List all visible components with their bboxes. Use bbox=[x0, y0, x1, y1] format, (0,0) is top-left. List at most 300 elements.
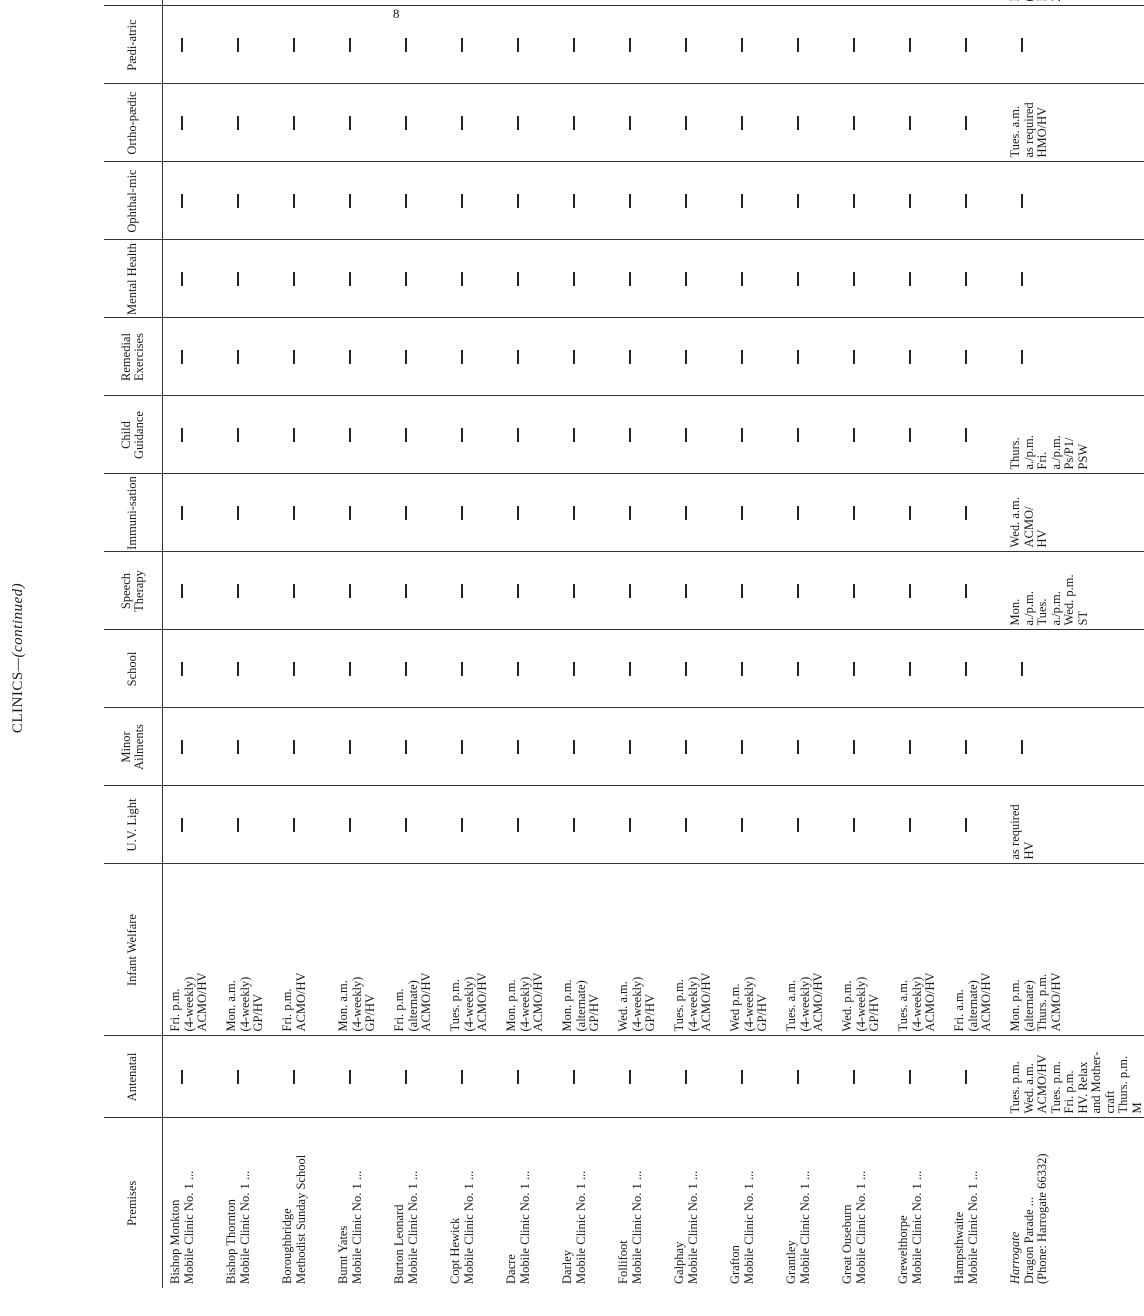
empty-cell-dash bbox=[891, 1036, 947, 1118]
table-title bbox=[10, 0, 27, 1316]
empty-cell-dash bbox=[723, 6, 779, 84]
empty-cell-dash bbox=[275, 786, 331, 864]
empty-cell-dash bbox=[555, 0, 611, 6]
dash-mark bbox=[293, 272, 295, 286]
dash-mark bbox=[685, 740, 687, 754]
empty-cell-dash bbox=[443, 240, 499, 318]
empty-cell-dash bbox=[275, 552, 331, 630]
premises-text: Great Ouseburn Mobile Clinic No. 1 ... bbox=[840, 1170, 868, 1284]
empty-cell-dash bbox=[499, 708, 555, 786]
premises-cell bbox=[331, 1118, 387, 1288]
empty-cell-dash bbox=[667, 708, 723, 786]
header-row bbox=[104, 0, 163, 1288]
premises-cell bbox=[947, 1118, 1003, 1288]
table-body bbox=[163, 0, 1144, 1288]
dash-mark bbox=[741, 1070, 743, 1084]
empty-cell-dash bbox=[891, 552, 947, 630]
dash-mark bbox=[909, 38, 911, 52]
column-header: Speech Therapy bbox=[104, 552, 163, 630]
dash-mark bbox=[965, 740, 967, 754]
dash-mark bbox=[909, 662, 911, 676]
dash-mark bbox=[853, 272, 855, 286]
premises-cell bbox=[163, 1118, 220, 1288]
dash-mark bbox=[853, 1070, 855, 1084]
empty-cell-dash bbox=[387, 552, 443, 630]
empty-cell-dash bbox=[667, 630, 723, 708]
column-header: Premises bbox=[104, 1118, 163, 1288]
dash-mark bbox=[909, 116, 911, 130]
empty-cell-dash bbox=[779, 318, 835, 396]
dash-mark bbox=[853, 116, 855, 130]
empty-cell-dash bbox=[499, 1036, 555, 1118]
empty-cell-dash bbox=[163, 240, 220, 318]
empty-cell-dash bbox=[779, 240, 835, 318]
dash-mark bbox=[909, 818, 911, 832]
premises-text: Grewelthorpe Mobile Clinic No. 1 ... bbox=[896, 1170, 924, 1284]
column-header: Minor Ailments bbox=[104, 708, 163, 786]
dash-mark bbox=[741, 740, 743, 754]
empty-cell-dash bbox=[387, 6, 443, 84]
empty-cell-dash bbox=[499, 630, 555, 708]
dash-mark bbox=[181, 428, 183, 442]
dash-mark bbox=[237, 428, 239, 442]
premises-place: Harrogate bbox=[1008, 1231, 1022, 1284]
empty-cell-dash bbox=[275, 474, 331, 552]
empty-cell-dash bbox=[835, 240, 891, 318]
dash-mark bbox=[965, 194, 967, 208]
dash-mark bbox=[1021, 740, 1023, 754]
premises-cell bbox=[275, 1118, 331, 1288]
empty-cell-dash bbox=[723, 162, 779, 240]
infant-welfare-cell: Wed. p.m. (4-weekly) GP/HV bbox=[835, 864, 891, 1036]
dash-mark bbox=[965, 506, 967, 520]
empty-cell-dash bbox=[387, 708, 443, 786]
empty-cell-dash bbox=[275, 6, 331, 84]
dash-mark bbox=[461, 506, 463, 520]
premises-cell bbox=[555, 1118, 611, 1288]
empty-cell-dash bbox=[779, 786, 835, 864]
dash-mark bbox=[741, 584, 743, 598]
empty-cell-dash bbox=[331, 1036, 387, 1118]
dash-mark bbox=[909, 350, 911, 364]
dash-mark bbox=[293, 584, 295, 598]
infant-welfare-cell: Fri. p.m. (alternate) ACMO/HV bbox=[387, 864, 443, 1036]
empty-cell-dash bbox=[331, 474, 387, 552]
empty-cell-dash bbox=[443, 318, 499, 396]
empty-cell-dash bbox=[555, 630, 611, 708]
dash-mark bbox=[461, 584, 463, 598]
empty-cell-dash bbox=[275, 630, 331, 708]
empty-cell-dash bbox=[499, 84, 555, 162]
infant-welfare-cell: Fri. a.m. (alternate) ACMO/HV bbox=[947, 864, 1003, 1036]
empty-cell-dash bbox=[331, 84, 387, 162]
dash-mark bbox=[685, 1070, 687, 1084]
empty-cell-dash bbox=[947, 552, 1003, 630]
dash-mark bbox=[349, 350, 351, 364]
dash-mark bbox=[573, 584, 575, 598]
dash-mark bbox=[629, 506, 631, 520]
page-number: 8 bbox=[393, 6, 400, 21]
empty-cell-dash bbox=[891, 786, 947, 864]
dash-mark bbox=[293, 662, 295, 676]
empty-cell-dash bbox=[499, 318, 555, 396]
empty-cell-dash bbox=[835, 708, 891, 786]
dash-mark bbox=[741, 194, 743, 208]
empty-cell-dash bbox=[947, 318, 1003, 396]
empty-cell-dash bbox=[163, 0, 220, 6]
dash-mark bbox=[405, 428, 407, 442]
infant-welfare-cell: Tues. p.m. (4-weekly) ACMO/HV bbox=[667, 864, 723, 1036]
infant-welfare-cell: Mon. p.m. (4-weekly) ACMO/HV bbox=[499, 864, 555, 1036]
dash-mark bbox=[685, 584, 687, 598]
empty-cell-dash bbox=[555, 6, 611, 84]
empty-cell-dash bbox=[891, 318, 947, 396]
dash-mark bbox=[1021, 272, 1023, 286]
empty-cell-dash bbox=[275, 708, 331, 786]
premises-text: Darley Mobile Clinic No. 1 ... bbox=[560, 1170, 588, 1284]
dash-mark bbox=[741, 272, 743, 286]
empty-cell-dash bbox=[891, 6, 947, 84]
premises-text: Boroughbridge Methodist Sunday School bbox=[280, 1154, 308, 1284]
empty-cell-dash bbox=[219, 1036, 275, 1118]
infant-welfare-cell: Fri. p.m. ACMO/HV bbox=[275, 864, 331, 1036]
empty-cell-dash bbox=[387, 0, 443, 6]
dash-mark bbox=[797, 506, 799, 520]
empty-cell-dash bbox=[667, 6, 723, 84]
empty-cell-dash bbox=[835, 630, 891, 708]
dash-mark bbox=[405, 584, 407, 598]
empty-cell-dash bbox=[499, 474, 555, 552]
empty-cell-dash bbox=[723, 240, 779, 318]
empty-cell-dash bbox=[555, 318, 611, 396]
empty-cell-dash bbox=[555, 162, 611, 240]
column-header: Remedial Exercises bbox=[104, 318, 163, 396]
uv-cell: as required HV bbox=[1003, 786, 1144, 864]
dash-mark bbox=[293, 818, 295, 832]
dash-mark bbox=[573, 272, 575, 286]
empty-cell-dash bbox=[331, 630, 387, 708]
empty-cell-dash bbox=[891, 84, 947, 162]
empty-cell-dash bbox=[219, 786, 275, 864]
dash-mark bbox=[573, 506, 575, 520]
empty-cell-dash bbox=[275, 84, 331, 162]
empty-cell-dash bbox=[555, 708, 611, 786]
premises-text: Copt Hewick Mobile Clinic No. 1 ... bbox=[448, 1170, 476, 1284]
infant-welfare-cell: Fri. p.m. (4-weekly) ACMO/HV bbox=[163, 864, 220, 1036]
empty-cell-dash bbox=[1003, 240, 1144, 318]
premises-cell bbox=[891, 1118, 947, 1288]
empty-cell-dash bbox=[947, 6, 1003, 84]
infant-welfare-cell: Mon. a.m. (4-weekly) GP/HV bbox=[219, 864, 275, 1036]
empty-cell-dash bbox=[723, 708, 779, 786]
dash-mark bbox=[965, 662, 967, 676]
dash-mark bbox=[349, 740, 351, 754]
empty-cell-dash bbox=[443, 708, 499, 786]
dental-cell bbox=[1003, 0, 1144, 6]
premises-text: Grantley Mobile Clinic No. 1 ... bbox=[784, 1170, 812, 1284]
empty-cell-dash bbox=[163, 474, 220, 552]
table-row bbox=[779, 0, 835, 1288]
empty-cell-dash bbox=[387, 474, 443, 552]
empty-cell-dash bbox=[387, 318, 443, 396]
dash-mark bbox=[517, 116, 519, 130]
empty-cell-dash bbox=[555, 552, 611, 630]
premises-text: Dragon Parade ... (Phone: Harrogate 66332) bbox=[1021, 1153, 1049, 1284]
dash-mark bbox=[629, 350, 631, 364]
empty-cell-dash bbox=[667, 240, 723, 318]
empty-cell-dash bbox=[723, 0, 779, 6]
clinics-table bbox=[104, 0, 1144, 1288]
empty-cell-dash bbox=[443, 84, 499, 162]
empty-cell-dash bbox=[835, 84, 891, 162]
dash-mark bbox=[853, 740, 855, 754]
empty-cell-dash bbox=[1003, 6, 1144, 84]
dash-mark bbox=[405, 740, 407, 754]
dash-mark bbox=[573, 116, 575, 130]
empty-cell-dash bbox=[835, 162, 891, 240]
empty-cell-dash bbox=[275, 318, 331, 396]
empty-cell-dash bbox=[331, 240, 387, 318]
table-row bbox=[947, 0, 1003, 1288]
dash-mark bbox=[685, 428, 687, 442]
empty-cell-dash bbox=[723, 396, 779, 474]
empty-cell-dash bbox=[835, 474, 891, 552]
empty-cell-dash bbox=[611, 708, 667, 786]
dash-mark bbox=[573, 1070, 575, 1084]
column-header: Pædi-atric bbox=[104, 6, 163, 84]
premises-cell bbox=[443, 1118, 499, 1288]
dash-mark bbox=[405, 272, 407, 286]
empty-cell-dash bbox=[947, 1036, 1003, 1118]
empty-cell-dash bbox=[835, 6, 891, 84]
dash-mark bbox=[461, 1070, 463, 1084]
empty-cell-dash bbox=[947, 630, 1003, 708]
dash-mark bbox=[797, 740, 799, 754]
dash-mark bbox=[685, 662, 687, 676]
table-row bbox=[611, 0, 667, 1288]
empty-cell-dash bbox=[947, 396, 1003, 474]
dash-mark bbox=[741, 506, 743, 520]
dash-mark bbox=[517, 584, 519, 598]
empty-cell-dash bbox=[275, 396, 331, 474]
dash-mark bbox=[461, 662, 463, 676]
empty-cell-dash bbox=[443, 396, 499, 474]
dash-mark bbox=[685, 818, 687, 832]
dash-mark bbox=[349, 194, 351, 208]
dash-mark bbox=[181, 662, 183, 676]
dash-mark bbox=[181, 1070, 183, 1084]
empty-cell-dash bbox=[1003, 162, 1144, 240]
premises-cell bbox=[723, 1118, 779, 1288]
empty-cell-dash bbox=[667, 162, 723, 240]
dash-mark bbox=[629, 1070, 631, 1084]
dash-mark bbox=[629, 662, 631, 676]
infant-welfare-cell: Mon. p.m. (alternate) Thurs. p.m. ACMO/HV bbox=[1003, 864, 1144, 1036]
empty-cell-dash bbox=[1003, 630, 1144, 708]
table-row bbox=[163, 0, 220, 1288]
dash-mark bbox=[517, 272, 519, 286]
premises-cell bbox=[779, 1118, 835, 1288]
empty-cell-dash bbox=[947, 474, 1003, 552]
dash-mark bbox=[1021, 194, 1023, 208]
dash-mark bbox=[405, 1070, 407, 1084]
column-header: School bbox=[104, 630, 163, 708]
dash-mark bbox=[853, 506, 855, 520]
empty-cell-dash bbox=[667, 474, 723, 552]
dash-mark bbox=[349, 818, 351, 832]
empty-cell-dash bbox=[947, 708, 1003, 786]
dash-mark bbox=[517, 1070, 519, 1084]
dash-mark bbox=[237, 350, 239, 364]
empty-cell-dash bbox=[387, 162, 443, 240]
table-row bbox=[499, 0, 555, 1288]
premises-text: Bishop Monkton Mobile Clinic No. 1 ... bbox=[168, 1170, 196, 1284]
dash-mark bbox=[1021, 662, 1023, 676]
dash-mark bbox=[741, 350, 743, 364]
dash-mark bbox=[965, 116, 967, 130]
dash-mark bbox=[405, 818, 407, 832]
empty-cell-dash bbox=[219, 318, 275, 396]
dash-mark bbox=[237, 1070, 239, 1084]
premises-cell bbox=[611, 1118, 667, 1288]
empty-cell-dash bbox=[611, 6, 667, 84]
dash-mark bbox=[685, 506, 687, 520]
empty-cell-dash bbox=[835, 318, 891, 396]
empty-cell-dash bbox=[611, 162, 667, 240]
dash-mark bbox=[181, 506, 183, 520]
dash-mark bbox=[741, 428, 743, 442]
empty-cell-dash bbox=[1003, 318, 1144, 396]
table-row bbox=[443, 0, 499, 1288]
dash-mark bbox=[517, 818, 519, 832]
dash-mark bbox=[517, 38, 519, 52]
dash-mark bbox=[797, 428, 799, 442]
dash-mark bbox=[293, 38, 295, 52]
empty-cell-dash bbox=[779, 708, 835, 786]
dash-mark bbox=[797, 116, 799, 130]
dash-mark bbox=[461, 428, 463, 442]
dash-mark bbox=[853, 38, 855, 52]
empty-cell-dash bbox=[163, 162, 220, 240]
premises-cell bbox=[667, 1118, 723, 1288]
empty-cell-dash bbox=[219, 0, 275, 6]
empty-cell-dash bbox=[499, 162, 555, 240]
empty-cell-dash bbox=[723, 552, 779, 630]
column-header: Child Guidance bbox=[104, 396, 163, 474]
empty-cell-dash bbox=[163, 708, 220, 786]
column-header: Infant Welfare bbox=[104, 864, 163, 1036]
dash-mark bbox=[181, 818, 183, 832]
dash-mark bbox=[741, 116, 743, 130]
premises-text: Galphay Mobile Clinic No. 1 ... bbox=[672, 1170, 700, 1284]
empty-cell-dash bbox=[443, 630, 499, 708]
empty-cell-dash bbox=[891, 240, 947, 318]
empty-cell-dash bbox=[499, 552, 555, 630]
premises-text: Burnt Yates Mobile Clinic No. 1 ... bbox=[336, 1170, 364, 1284]
dash-mark bbox=[461, 38, 463, 52]
table-row bbox=[275, 0, 331, 1288]
empty-cell-dash bbox=[891, 708, 947, 786]
empty-cell-dash bbox=[779, 6, 835, 84]
dash-mark bbox=[349, 38, 351, 52]
dash-mark bbox=[685, 350, 687, 364]
premises-cell bbox=[1003, 1118, 1144, 1288]
dash-mark bbox=[909, 506, 911, 520]
empty-cell-dash bbox=[723, 786, 779, 864]
dash-mark bbox=[741, 38, 743, 52]
empty-cell-dash bbox=[219, 552, 275, 630]
dash-mark bbox=[181, 584, 183, 598]
empty-cell-dash bbox=[387, 84, 443, 162]
empty-cell-dash bbox=[331, 318, 387, 396]
dash-mark bbox=[237, 818, 239, 832]
dash-mark bbox=[629, 428, 631, 442]
empty-cell-dash bbox=[723, 1036, 779, 1118]
empty-cell-dash bbox=[611, 474, 667, 552]
dash-mark bbox=[965, 1070, 967, 1084]
dash-mark bbox=[405, 116, 407, 130]
empty-cell-dash bbox=[947, 786, 1003, 864]
dash-mark bbox=[517, 506, 519, 520]
empty-cell-dash bbox=[163, 786, 220, 864]
dash-mark bbox=[349, 1070, 351, 1084]
empty-cell-dash bbox=[611, 84, 667, 162]
dash-mark bbox=[797, 194, 799, 208]
dash-mark bbox=[797, 584, 799, 598]
dash-mark bbox=[629, 116, 631, 130]
dash-mark bbox=[797, 350, 799, 364]
empty-cell-dash bbox=[611, 0, 667, 6]
dash-mark bbox=[237, 584, 239, 598]
empty-cell-dash bbox=[163, 552, 220, 630]
dash-mark bbox=[685, 116, 687, 130]
premises-text: Burton Leonard Mobile Clinic No. 1 ... bbox=[392, 1170, 420, 1284]
dash-mark bbox=[293, 194, 295, 208]
dash-mark bbox=[293, 350, 295, 364]
dash-mark bbox=[517, 428, 519, 442]
immun-cell: Wed. a.m. ACMO/ HV bbox=[1003, 474, 1144, 552]
dash-mark bbox=[629, 38, 631, 52]
dash-mark bbox=[1021, 38, 1023, 52]
dash-mark bbox=[181, 116, 183, 130]
empty-cell-dash bbox=[275, 240, 331, 318]
dash-mark bbox=[573, 38, 575, 52]
table-row bbox=[891, 0, 947, 1288]
dash-mark bbox=[909, 194, 911, 208]
dash-mark bbox=[349, 272, 351, 286]
dash-mark bbox=[965, 818, 967, 832]
dash-mark bbox=[237, 740, 239, 754]
dash-mark bbox=[573, 818, 575, 832]
dash-mark bbox=[293, 740, 295, 754]
empty-cell-dash bbox=[163, 396, 220, 474]
empty-cell-dash bbox=[891, 474, 947, 552]
dash-mark bbox=[349, 584, 351, 598]
dash-mark bbox=[517, 350, 519, 364]
dash-mark bbox=[685, 194, 687, 208]
empty-cell-dash bbox=[611, 1036, 667, 1118]
empty-cell-dash bbox=[499, 240, 555, 318]
infant-welfare-cell: Wed. a.m. (4-weekly) GP/HV bbox=[611, 864, 667, 1036]
infant-welfare-cell: Tues. p.m. (4-weekly) ACMO/HV bbox=[443, 864, 499, 1036]
dash-mark bbox=[349, 506, 351, 520]
table-row bbox=[219, 0, 275, 1288]
column-header bbox=[104, 0, 163, 6]
dash-mark bbox=[237, 194, 239, 208]
column-header: Ophthal-mic bbox=[104, 162, 163, 240]
empty-cell-dash bbox=[275, 0, 331, 6]
dash-mark bbox=[349, 428, 351, 442]
